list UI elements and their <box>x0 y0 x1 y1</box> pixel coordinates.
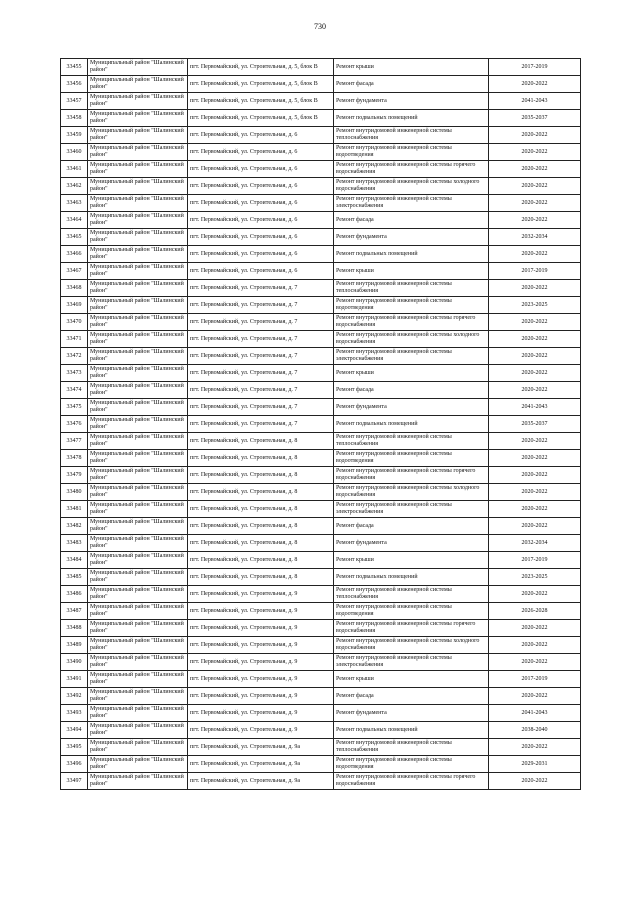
work-type-cell: Ремонт крыши <box>334 365 489 382</box>
address-cell: пгт. Первомайский, ул. Строительная, д. 9 <box>188 586 334 603</box>
row-number-cell: 33471 <box>61 331 88 348</box>
work-type-cell: Ремонт фундамента <box>334 229 489 246</box>
row-number-cell: 33457 <box>61 93 88 110</box>
municipality-cell: Муниципальный район "Шалинский район" <box>88 382 188 399</box>
work-type-cell: Ремонт внутридомовой инженерной системы теплоснабжения <box>334 739 489 756</box>
period-cell: 2041-2043 <box>489 705 581 722</box>
municipality-cell: Муниципальный район "Шалинский район" <box>88 195 188 212</box>
municipality-cell: Муниципальный район "Шалинский район" <box>88 178 188 195</box>
address-cell: пгт. Первомайский, ул. Строительная, д. 9 <box>188 603 334 620</box>
period-cell: 2020-2022 <box>489 212 581 229</box>
period-cell: 2041-2043 <box>489 93 581 110</box>
table-row <box>61 450 581 467</box>
table-row <box>61 501 581 518</box>
work-type-cell: Ремонт фасада <box>334 382 489 399</box>
row-number-cell: 33478 <box>61 450 88 467</box>
municipality-cell: Муниципальный район "Шалинский район" <box>88 586 188 603</box>
table-row <box>61 110 581 127</box>
row-number-cell: 33456 <box>61 76 88 93</box>
municipality-cell: Муниципальный район "Шалинский район" <box>88 246 188 263</box>
work-type-cell: Ремонт фундамента <box>334 93 489 110</box>
work-type-cell: Ремонт внутридомовой инженерной системы горячего водоснабжения <box>334 467 489 484</box>
row-number-cell: 33489 <box>61 637 88 654</box>
address-cell: пгт. Первомайский, ул. Строительная, д. 6 <box>188 263 334 280</box>
table-row <box>61 467 581 484</box>
period-cell: 2020-2022 <box>489 501 581 518</box>
period-cell: 2020-2022 <box>489 365 581 382</box>
municipality-cell: Муниципальный район "Шалинский район" <box>88 637 188 654</box>
municipality-cell: Муниципальный район "Шалинский район" <box>88 603 188 620</box>
table-row <box>61 93 581 110</box>
municipality-cell: Муниципальный район "Шалинский район" <box>88 620 188 637</box>
table-row <box>61 433 581 450</box>
row-number-cell: 33487 <box>61 603 88 620</box>
row-number-cell: 33484 <box>61 552 88 569</box>
work-type-cell: Ремонт фасада <box>334 212 489 229</box>
row-number-cell: 33466 <box>61 246 88 263</box>
address-cell: пгт. Первомайский, ул. Строительная, д. 8 <box>188 433 334 450</box>
work-type-cell: Ремонт фасада <box>334 688 489 705</box>
table-row <box>61 382 581 399</box>
address-cell: пгт. Первомайский, ул. Строительная, д. 8 <box>188 518 334 535</box>
page-number: 730 <box>314 22 326 31</box>
address-cell: пгт. Первомайский, ул. Строительная, д. 8 <box>188 450 334 467</box>
period-cell: 2041-2043 <box>489 399 581 416</box>
period-cell: 2020-2022 <box>489 484 581 501</box>
work-type-cell: Ремонт внутридомовой инженерной системы теплоснабжения <box>334 586 489 603</box>
row-number-cell: 33476 <box>61 416 88 433</box>
municipality-cell: Муниципальный район "Шалинский район" <box>88 297 188 314</box>
row-number-cell: 33491 <box>61 671 88 688</box>
work-type-cell: Ремонт подвальных помещений <box>334 110 489 127</box>
work-type-cell: Ремонт подвальных помещений <box>334 569 489 586</box>
municipality-cell: Муниципальный район "Шалинский район" <box>88 280 188 297</box>
address-cell: пгт. Первомайский, ул. Строительная, д. 6 <box>188 161 334 178</box>
row-number-cell: 33482 <box>61 518 88 535</box>
table-row <box>61 416 581 433</box>
row-number-cell: 33472 <box>61 348 88 365</box>
table-row <box>61 178 581 195</box>
municipality-cell: Муниципальный район "Шалинский район" <box>88 671 188 688</box>
work-type-cell: Ремонт внутридомовой инженерной системы электроснабжения <box>334 348 489 365</box>
municipality-cell: Муниципальный район "Шалинский район" <box>88 433 188 450</box>
work-type-cell: Ремонт фасада <box>334 76 489 93</box>
period-cell: 2020-2022 <box>489 450 581 467</box>
work-type-cell: Ремонт внутридомовой инженерной системы горячего водоснабжения <box>334 773 489 790</box>
work-type-cell: Ремонт внутридомовой инженерной системы холодного водоснабжения <box>334 637 489 654</box>
period-cell: 2032-2034 <box>489 535 581 552</box>
work-type-cell: Ремонт внутридомовой инженерной системы горячего водоснабжения <box>334 161 489 178</box>
work-type-cell: Ремонт внутридомовой инженерной системы холодного водоснабжения <box>334 331 489 348</box>
table-row <box>61 518 581 535</box>
municipality-cell: Муниципальный район "Шалинский район" <box>88 110 188 127</box>
municipality-cell: Муниципальный район "Шалинский район" <box>88 263 188 280</box>
period-cell: 2017-2019 <box>489 59 581 76</box>
municipality-cell: Муниципальный район "Шалинский район" <box>88 365 188 382</box>
work-type-cell: Ремонт крыши <box>334 671 489 688</box>
municipality-cell: Муниципальный район "Шалинский район" <box>88 127 188 144</box>
municipality-cell: Муниципальный район "Шалинский район" <box>88 739 188 756</box>
table-row <box>61 722 581 739</box>
address-cell: пгт. Первомайский, ул. Строительная, д. 7 <box>188 331 334 348</box>
row-number-cell: 33480 <box>61 484 88 501</box>
work-type-cell: Ремонт внутридомовой инженерной системы холодного водоснабжения <box>334 484 489 501</box>
table-row <box>61 603 581 620</box>
address-cell: пгт. Первомайский, ул. Строительная, д. 6 <box>188 127 334 144</box>
row-number-cell: 33465 <box>61 229 88 246</box>
table-row <box>61 586 581 603</box>
row-number-cell: 33485 <box>61 569 88 586</box>
municipality-cell: Муниципальный район "Шалинский район" <box>88 518 188 535</box>
address-cell: пгт. Первомайский, ул. Строительная, д. 8 <box>188 467 334 484</box>
municipality-cell: Муниципальный район "Шалинский район" <box>88 76 188 93</box>
address-cell: пгт. Первомайский, ул. Строительная, д. 7 <box>188 365 334 382</box>
municipality-cell: Муниципальный район "Шалинский район" <box>88 229 188 246</box>
municipality-cell: Муниципальный район "Шалинский район" <box>88 654 188 671</box>
municipality-cell: Муниципальный район "Шалинский район" <box>88 552 188 569</box>
table-row <box>61 161 581 178</box>
row-number-cell: 33492 <box>61 688 88 705</box>
period-cell: 2017-2019 <box>489 552 581 569</box>
row-number-cell: 33468 <box>61 280 88 297</box>
work-type-cell: Ремонт внутридомовой инженерной системы теплоснабжения <box>334 280 489 297</box>
work-type-cell: Ремонт крыши <box>334 552 489 569</box>
address-cell: пгт. Первомайский, ул. Строительная, д. 5, блок В <box>188 110 334 127</box>
period-cell: 2020-2022 <box>489 178 581 195</box>
period-cell: 2017-2019 <box>489 263 581 280</box>
period-cell: 2020-2022 <box>489 654 581 671</box>
row-number-cell: 33474 <box>61 382 88 399</box>
row-number-cell: 33488 <box>61 620 88 637</box>
period-cell: 2020-2022 <box>489 127 581 144</box>
table-row <box>61 348 581 365</box>
work-type-cell: Ремонт внутридомовой инженерной системы водоотведения <box>334 297 489 314</box>
table-row <box>61 212 581 229</box>
period-cell: 2020-2022 <box>489 637 581 654</box>
table-row <box>61 76 581 93</box>
table-row <box>61 127 581 144</box>
municipality-cell: Муниципальный район "Шалинский район" <box>88 569 188 586</box>
address-cell: пгт. Первомайский, ул. Строительная, д. 8 <box>188 552 334 569</box>
address-cell: пгт. Первомайский, ул. Строительная, д. 9 <box>188 722 334 739</box>
period-cell: 2020-2022 <box>489 688 581 705</box>
row-number-cell: 33462 <box>61 178 88 195</box>
period-cell: 2020-2022 <box>489 246 581 263</box>
municipality-cell: Муниципальный район "Шалинский район" <box>88 416 188 433</box>
table-row <box>61 331 581 348</box>
address-cell: пгт. Первомайский, ул. Строительная, д. 7 <box>188 399 334 416</box>
row-number-cell: 33479 <box>61 467 88 484</box>
period-cell: 2020-2022 <box>489 518 581 535</box>
table-body <box>61 59 581 790</box>
row-number-cell: 33464 <box>61 212 88 229</box>
work-type-cell: Ремонт внутридомовой инженерной системы теплоснабжения <box>334 433 489 450</box>
table-row <box>61 263 581 280</box>
address-cell: пгт. Первомайский, ул. Строительная, д. 8 <box>188 569 334 586</box>
address-cell: пгт. Первомайский, ул. Строительная, д. 8 <box>188 501 334 518</box>
period-cell: 2020-2022 <box>489 467 581 484</box>
period-cell: 2020-2022 <box>489 586 581 603</box>
row-number-cell: 33475 <box>61 399 88 416</box>
row-number-cell: 33460 <box>61 144 88 161</box>
table-row <box>61 671 581 688</box>
table-row <box>61 654 581 671</box>
table-row <box>61 552 581 569</box>
municipality-cell: Муниципальный район "Шалинский район" <box>88 450 188 467</box>
row-number-cell: 33493 <box>61 705 88 722</box>
municipality-cell: Муниципальный район "Шалинский район" <box>88 688 188 705</box>
address-cell: пгт. Первомайский, ул. Строительная, д. 9 <box>188 654 334 671</box>
municipality-cell: Муниципальный район "Шалинский район" <box>88 93 188 110</box>
row-number-cell: 33486 <box>61 586 88 603</box>
address-cell: пгт. Первомайский, ул. Строительная, д. 8 <box>188 484 334 501</box>
period-cell: 2017-2019 <box>489 671 581 688</box>
period-cell: 2020-2022 <box>489 773 581 790</box>
period-cell: 2020-2022 <box>489 161 581 178</box>
table-row <box>61 280 581 297</box>
period-cell: 2020-2022 <box>489 144 581 161</box>
work-type-cell: Ремонт фундамента <box>334 705 489 722</box>
table-row <box>61 739 581 756</box>
address-cell: пгт. Первомайский, ул. Строительная, д. 9а <box>188 739 334 756</box>
address-cell: пгт. Первомайский, ул. Строительная, д. 7 <box>188 280 334 297</box>
table-row <box>61 756 581 773</box>
row-number-cell: 33496 <box>61 756 88 773</box>
period-cell: 2032-2034 <box>489 229 581 246</box>
address-cell: пгт. Первомайский, ул. Строительная, д. 9а <box>188 756 334 773</box>
municipality-cell: Муниципальный район "Шалинский район" <box>88 161 188 178</box>
table-row <box>61 246 581 263</box>
row-number-cell: 33481 <box>61 501 88 518</box>
municipality-cell: Муниципальный район "Шалинский район" <box>88 467 188 484</box>
address-cell: пгт. Первомайский, ул. Строительная, д. 5, блок В <box>188 59 334 76</box>
municipality-cell: Муниципальный район "Шалинский район" <box>88 314 188 331</box>
municipality-cell: Муниципальный район "Шалинский район" <box>88 212 188 229</box>
work-type-cell: Ремонт внутридомовой инженерной системы горячего водоснабжения <box>334 620 489 637</box>
table-row <box>61 705 581 722</box>
work-type-cell: Ремонт подвальных помещений <box>334 246 489 263</box>
address-cell: пгт. Первомайский, ул. Строительная, д. 6 <box>188 212 334 229</box>
municipality-cell: Муниципальный район "Шалинский район" <box>88 59 188 76</box>
table-row <box>61 535 581 552</box>
municipality-cell: Муниципальный район "Шалинский район" <box>88 535 188 552</box>
table-row <box>61 637 581 654</box>
work-type-cell: Ремонт внутридомовой инженерной системы электроснабжения <box>334 501 489 518</box>
work-type-cell: Ремонт крыши <box>334 263 489 280</box>
period-cell: 2029-2031 <box>489 756 581 773</box>
work-type-cell: Ремонт внутридомовой инженерной системы электроснабжения <box>334 195 489 212</box>
municipality-cell: Муниципальный район "Шалинский район" <box>88 705 188 722</box>
address-cell: пгт. Первомайский, ул. Строительная, д. 6 <box>188 229 334 246</box>
table-row <box>61 144 581 161</box>
period-cell: 2023-2025 <box>489 297 581 314</box>
work-type-cell: Ремонт крыши <box>334 59 489 76</box>
address-cell: пгт. Первомайский, ул. Строительная, д. 9 <box>188 671 334 688</box>
address-cell: пгт. Первомайский, ул. Строительная, д. 9 <box>188 688 334 705</box>
row-number-cell: 33469 <box>61 297 88 314</box>
municipality-cell: Муниципальный район "Шалинский район" <box>88 501 188 518</box>
period-cell: 2020-2022 <box>489 331 581 348</box>
municipality-cell: Муниципальный район "Шалинский район" <box>88 331 188 348</box>
work-type-cell: Ремонт внутридомовой инженерной системы водоотведения <box>334 603 489 620</box>
row-number-cell: 33455 <box>61 59 88 76</box>
table-row <box>61 314 581 331</box>
address-cell: пгт. Первомайский, ул. Строительная, д. 7 <box>188 297 334 314</box>
work-type-cell: Ремонт внутридомовой инженерной системы теплоснабжения <box>334 127 489 144</box>
table-row <box>61 365 581 382</box>
municipality-cell: Муниципальный район "Шалинский район" <box>88 144 188 161</box>
work-type-cell: Ремонт внутридомовой инженерной системы водоотведения <box>334 450 489 467</box>
municipality-cell: Муниципальный район "Шалинский район" <box>88 348 188 365</box>
row-number-cell: 33463 <box>61 195 88 212</box>
period-cell: 2020-2022 <box>489 195 581 212</box>
period-cell: 2020-2022 <box>489 314 581 331</box>
address-cell: пгт. Первомайский, ул. Строительная, д. 9 <box>188 637 334 654</box>
table-row <box>61 620 581 637</box>
period-cell: 2020-2022 <box>489 739 581 756</box>
row-number-cell: 33494 <box>61 722 88 739</box>
address-cell: пгт. Первомайский, ул. Строительная, д. 6 <box>188 246 334 263</box>
municipality-cell: Муниципальный район "Шалинский район" <box>88 773 188 790</box>
row-number-cell: 33497 <box>61 773 88 790</box>
work-type-cell: Ремонт фундамента <box>334 399 489 416</box>
table-row <box>61 569 581 586</box>
municipality-cell: Муниципальный район "Шалинский район" <box>88 399 188 416</box>
municipality-cell: Муниципальный район "Шалинский район" <box>88 484 188 501</box>
address-cell: пгт. Первомайский, ул. Строительная, д. 8 <box>188 535 334 552</box>
table-row <box>61 59 581 76</box>
row-number-cell: 33459 <box>61 127 88 144</box>
period-cell: 2035-2037 <box>489 416 581 433</box>
row-number-cell: 33461 <box>61 161 88 178</box>
period-cell: 2020-2022 <box>489 348 581 365</box>
row-number-cell: 33483 <box>61 535 88 552</box>
work-type-cell: Ремонт фасада <box>334 518 489 535</box>
work-type-cell: Ремонт внутридомовой инженерной системы водоотведения <box>334 144 489 161</box>
table-row <box>61 229 581 246</box>
table-row <box>61 688 581 705</box>
table-row <box>61 297 581 314</box>
address-cell: пгт. Первомайский, ул. Строительная, д. 6 <box>188 144 334 161</box>
address-cell: пгт. Первомайский, ул. Строительная, д. 6 <box>188 195 334 212</box>
period-cell: 2020-2022 <box>489 433 581 450</box>
address-cell: пгт. Первомайский, ул. Строительная, д. 7 <box>188 416 334 433</box>
work-type-cell: Ремонт внутридомовой инженерной системы холодного водоснабжения <box>334 178 489 195</box>
work-type-cell: Ремонт подвальных помещений <box>334 722 489 739</box>
repair-schedule-table <box>60 58 581 790</box>
municipality-cell: Муниципальный район "Шалинский район" <box>88 756 188 773</box>
period-cell: 2023-2025 <box>489 569 581 586</box>
row-number-cell: 33467 <box>61 263 88 280</box>
row-number-cell: 33470 <box>61 314 88 331</box>
table-row <box>61 195 581 212</box>
row-number-cell: 33490 <box>61 654 88 671</box>
work-type-cell: Ремонт внутридомовой инженерной системы электроснабжения <box>334 654 489 671</box>
work-type-cell: Ремонт внутридомовой инженерной системы горячего водоснабжения <box>334 314 489 331</box>
row-number-cell: 33458 <box>61 110 88 127</box>
address-cell: пгт. Первомайский, ул. Строительная, д. 7 <box>188 348 334 365</box>
row-number-cell: 33477 <box>61 433 88 450</box>
work-type-cell: Ремонт фундамента <box>334 535 489 552</box>
address-cell: пгт. Первомайский, ул. Строительная, д. 5, блок В <box>188 76 334 93</box>
row-number-cell: 33473 <box>61 365 88 382</box>
period-cell: 2020-2022 <box>489 280 581 297</box>
period-cell: 2038-2040 <box>489 722 581 739</box>
work-type-cell: Ремонт внутридомовой инженерной системы водоотведения <box>334 756 489 773</box>
period-cell: 2020-2022 <box>489 382 581 399</box>
period-cell: 2020-2022 <box>489 620 581 637</box>
address-cell: пгт. Первомайский, ул. Строительная, д. 7 <box>188 382 334 399</box>
address-cell: пгт. Первомайский, ул. Строительная, д. 9а <box>188 773 334 790</box>
table-row <box>61 399 581 416</box>
address-cell: пгт. Первомайский, ул. Строительная, д. 5, блок В <box>188 93 334 110</box>
table-row <box>61 773 581 790</box>
address-cell: пгт. Первомайский, ул. Строительная, д. 9 <box>188 705 334 722</box>
row-number-cell: 33495 <box>61 739 88 756</box>
address-cell: пгт. Первомайский, ул. Строительная, д. 9 <box>188 620 334 637</box>
address-cell: пгт. Первомайский, ул. Строительная, д. 7 <box>188 314 334 331</box>
period-cell: 2035-2037 <box>489 110 581 127</box>
work-type-cell: Ремонт подвальных помещений <box>334 416 489 433</box>
municipality-cell: Муниципальный район "Шалинский район" <box>88 722 188 739</box>
period-cell: 2026-2028 <box>489 603 581 620</box>
table-row <box>61 484 581 501</box>
address-cell: пгт. Первомайский, ул. Строительная, д. 6 <box>188 178 334 195</box>
period-cell: 2020-2022 <box>489 76 581 93</box>
